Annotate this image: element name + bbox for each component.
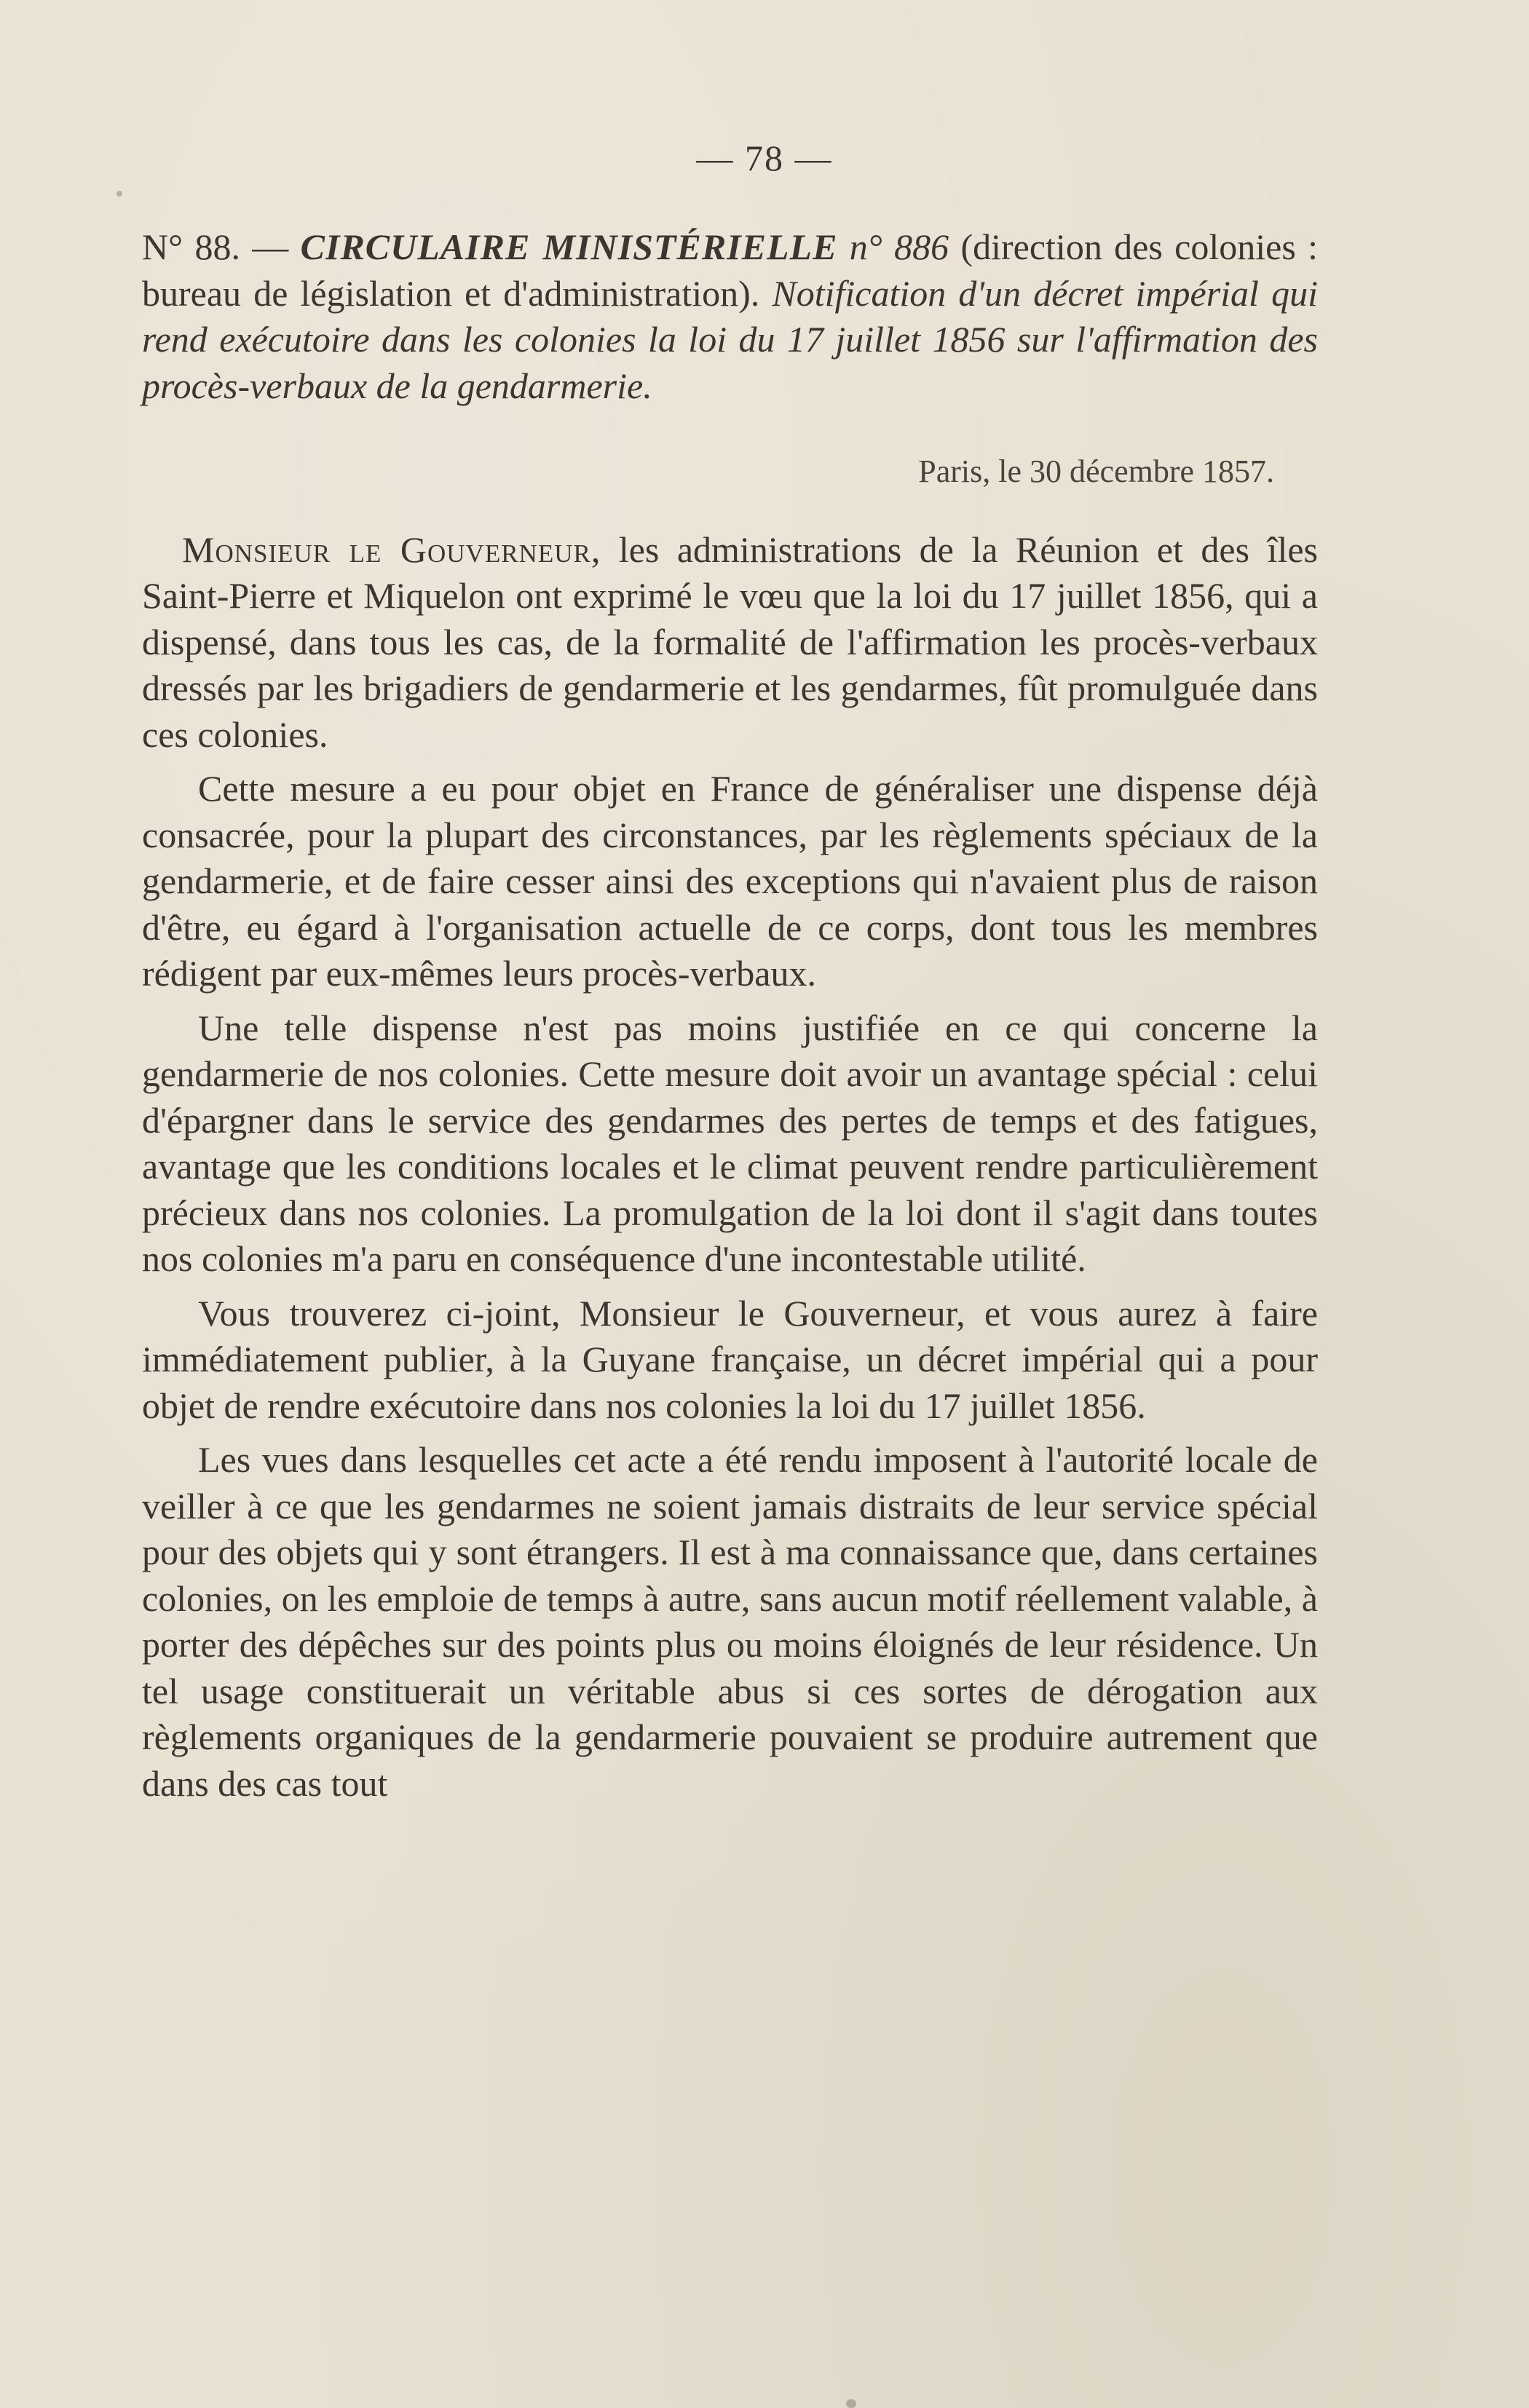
circular-heading — [142, 224, 1318, 409]
paragraph: Cette mesure a eu pour objet en France de généraliser une dispense déjà consacrée, pour la plupart des circonstances, par les règlements spéciaux de la gendarmerie, et de faire cesser ainsi des exceptions qui n'avaient plus de raison d'être, eu égard à l'organisation actuelle de ce corps, dont tous les membres rédigent par eux-mêmes leurs procès-verbaux. — [142, 768, 1318, 994]
document-body — [142, 138, 1318, 1807]
direction-note: (direction des colonies : bureau de législation et d'administration). — [142, 226, 1319, 314]
heading-line — [142, 224, 1318, 409]
paragraph-text: les administrations de la Réunion et des îles Saint-Pierre et Miquelon ont exprimé le vœu que la loi du 17 juillet 1856, qui a dispensé, dans tous les cas, de la formalité de l'affirmation les procès-verbaux dressés par les brigadiers de gendarmerie et les gendarmes, fût promulguée dans ces colonies. — [142, 528, 1319, 755]
dateline: Paris, le 30 décembre 1857. — [918, 454, 1274, 489]
document-number: N° 88. — — [142, 226, 289, 267]
circular-reference: n° 886 — [849, 226, 949, 267]
page-number: — 78 — — [696, 138, 833, 178]
paragraph: Vous trouverez ci-joint, Monsieur le Gouverneur, et vous aurez à faire immédiatement publier, à la Guyane française, un décret impérial qui a pour objet de rendre exécutoire dans nos colonies la loi du 17 juillet 1856. — [142, 1292, 1318, 1426]
salutation: Monsieur le Gouverneur, — [182, 528, 601, 570]
paragraph: Les vues dans lesquelles cet acte a été rendu imposent à l'autorité locale de veiller à ce que les gendarmes ne soient jamais distraits de leur service spécial pour des objets qui y sont étrangers. Il est à ma connaissance que, dans certaines colonies, on les emploie de temps à autre, sans aucun motif réellement valable, à porter des dépêches sur des points plus ou moins éloignés de leur résidence. Un tel usage constituerait un véritable abus si ces sortes de dérogation aux règlements organiques de la gendarmerie pouvaient se produire autrement que dans des cas tout — [142, 1439, 1318, 1804]
ink-spot — [846, 2399, 856, 2408]
document-title: CIRCULAIRE MINISTÉRIELLE — [300, 226, 838, 267]
document-subject: Notification d'un décret impérial qui rend exécutoire dans les colonies la loi du 17 juillet 1856 sur l'affirmation des procès-verbaux de la gendarmerie. — [142, 272, 1318, 406]
ink-spot — [116, 191, 122, 197]
paragraph: Une telle dispense n'est pas moins justifiée en ce qui concerne la gendarmerie de nos colonies. Cette mesure doit avoir un avantage spécial : celui d'épargner dans le service des gendarmes des pertes de temps et des fatigues, avantage que les conditions locales et le climat peuvent rendre particulièrement précieux dans nos colonies. La promulgation de la loi dont il s'agit dans toutes nos colonies m'a paru en conséquence d'une incontestable utilité. — [142, 1007, 1318, 1279]
paragraph — [142, 527, 1318, 759]
